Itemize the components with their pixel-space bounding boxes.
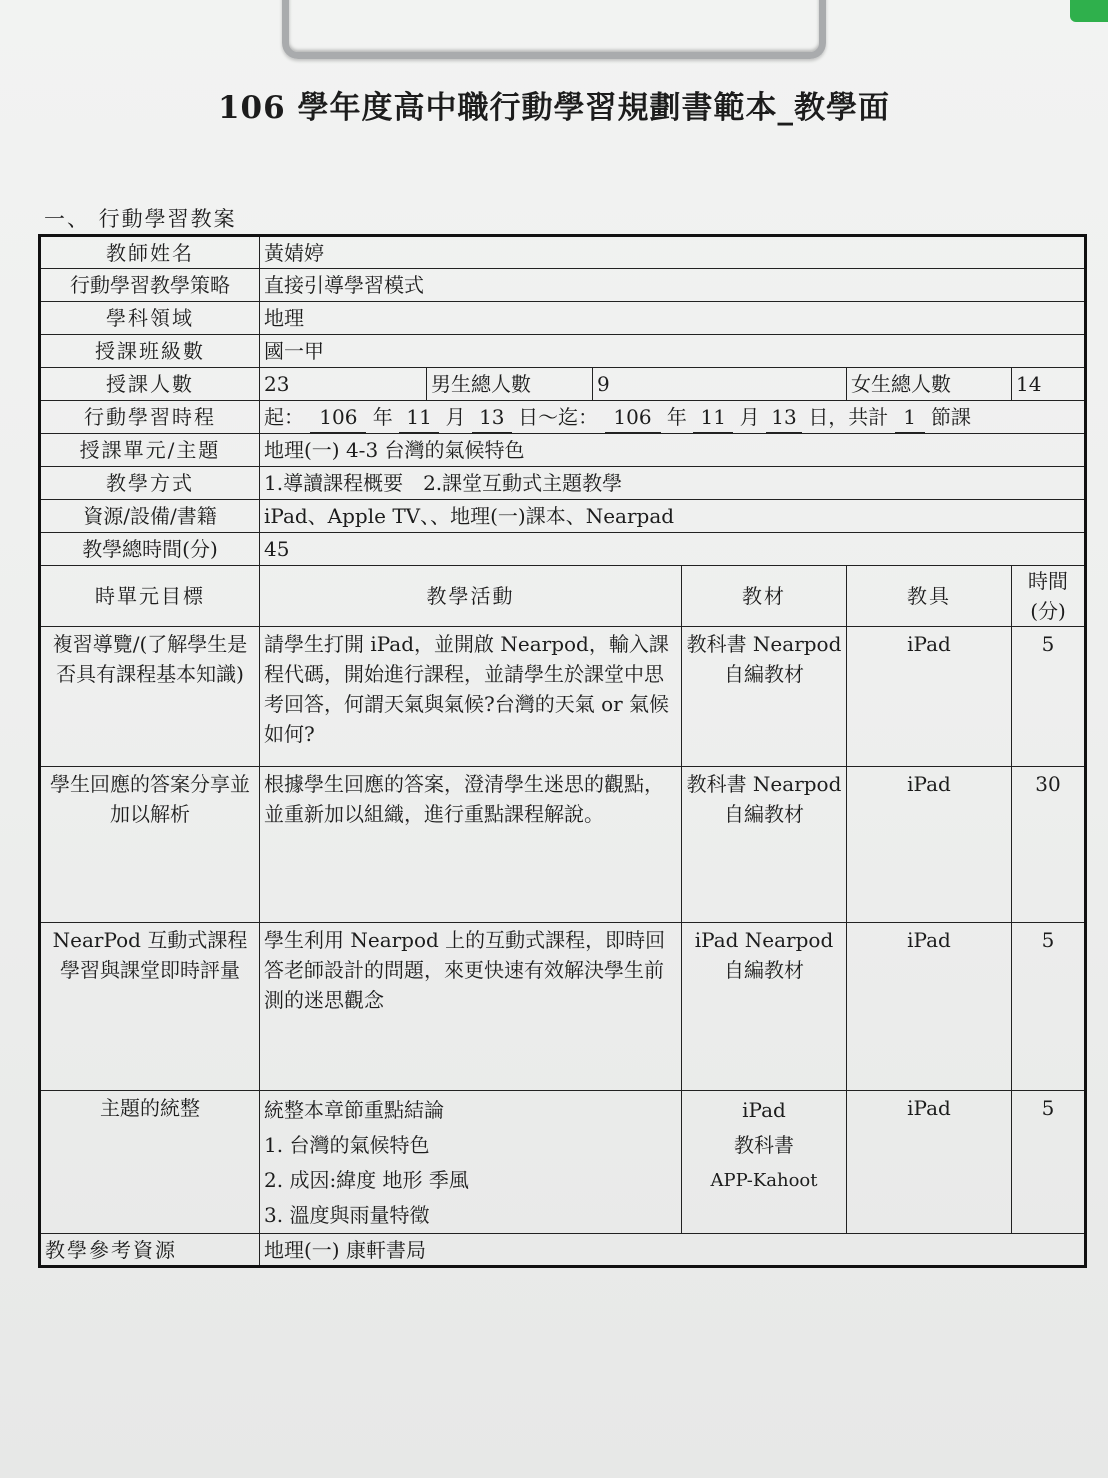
unit-label: 授課單元/主題 bbox=[40, 434, 260, 467]
schedule-start-month: 11 bbox=[399, 402, 439, 433]
row3-material: iPad Nearpod 自編教材 bbox=[682, 923, 847, 1091]
subject-value: 地理 bbox=[260, 302, 1086, 335]
schedule-start-year: 106 bbox=[310, 402, 366, 433]
row2-time: 30 bbox=[1012, 767, 1086, 923]
schedule-month-char-2: 月 bbox=[739, 404, 760, 429]
row4-activity-line: 1. 台灣的氣候特色 bbox=[264, 1133, 430, 1157]
row3-activity: 學生利用 Nearpod 上的互動式課程，即時回答老師設計的問題，來更快速有效解決學生前測的迷思觀念 bbox=[260, 923, 682, 1091]
row4-goal: 主題的統整 bbox=[40, 1091, 260, 1234]
row4-activity-line: 2. 成因:緯度 地形 季風 bbox=[264, 1168, 469, 1192]
section-title: 一、 行動學習教案 bbox=[44, 207, 237, 231]
header-material: 教材 bbox=[682, 566, 847, 627]
activity-row-2 bbox=[40, 767, 1086, 923]
activity-row-1 bbox=[40, 627, 1086, 767]
green-corner-object bbox=[1070, 0, 1108, 22]
total-time-label: 教學總時間(分) bbox=[40, 533, 260, 566]
reference-label: 教學參考資源 bbox=[40, 1234, 260, 1267]
header-tool: 教具 bbox=[847, 566, 1012, 627]
male-value: 9 bbox=[593, 368, 847, 401]
row-method bbox=[40, 467, 1086, 500]
female-value: 14 bbox=[1012, 368, 1086, 401]
row3-goal: NearPod 互動式課程學習與課堂即時評量 bbox=[40, 923, 260, 1091]
row-unit bbox=[40, 434, 1086, 467]
reference-value: 地理(一) 康軒書局 bbox=[260, 1234, 1086, 1267]
row4-material-line: iPad bbox=[742, 1098, 786, 1122]
schedule-periods: 1 bbox=[895, 402, 925, 433]
students-label: 授課人數 bbox=[40, 368, 260, 401]
class-value: 國一甲 bbox=[260, 335, 1086, 368]
method-label: 教學方式 bbox=[40, 467, 260, 500]
schedule-value bbox=[260, 401, 1086, 434]
row2-activity: 根據學生回應的答案，澄清學生迷思的觀點，並重新加以組織，進行重點課程解說。 bbox=[260, 767, 682, 923]
row3-tool: iPad bbox=[847, 923, 1012, 1091]
row4-time: 5 bbox=[1012, 1091, 1086, 1234]
female-label: 女生總人數 bbox=[847, 368, 1012, 401]
row2-tool: iPad bbox=[847, 767, 1012, 923]
resources-value: iPad、Apple TV、、地理(一)課本、Nearpad bbox=[260, 500, 1086, 533]
row2-goal: 學生回應的答案分享並加以解析 bbox=[40, 767, 260, 923]
row-class bbox=[40, 335, 1086, 368]
row4-activity-line: 3. 溫度與雨量特徵 bbox=[264, 1203, 430, 1227]
teacher-label: 教師姓名 bbox=[40, 236, 260, 269]
row-resources bbox=[40, 500, 1086, 533]
schedule-month-char: 月 bbox=[445, 404, 466, 429]
subject-label: 學科領域 bbox=[40, 302, 260, 335]
method-value: 1.導讀課程概要 2.課堂互動式主題教學 bbox=[260, 467, 1086, 500]
total-time-value: 45 bbox=[260, 533, 1086, 566]
row1-time: 5 bbox=[1012, 627, 1086, 767]
header-activity: 教學活動 bbox=[260, 566, 682, 627]
header-time: 時間(分) bbox=[1012, 566, 1086, 627]
schedule-periods-suffix: 節課 bbox=[931, 404, 972, 429]
row1-tool: iPad bbox=[847, 627, 1012, 767]
row4-material-line: 教科書 bbox=[734, 1133, 794, 1157]
schedule-day-sep: 日～迄： bbox=[518, 404, 599, 429]
row3-time: 5 bbox=[1012, 923, 1086, 1091]
row4-activity-line: 統整本章節重點結論 bbox=[264, 1098, 444, 1122]
students-value: 23 bbox=[260, 368, 427, 401]
schedule-end-day: 13 bbox=[766, 402, 802, 433]
row-schedule bbox=[40, 401, 1086, 434]
strategy-value: 直接引導學習模式 bbox=[260, 269, 1086, 302]
row-total-time bbox=[40, 533, 1086, 566]
row-subject bbox=[40, 302, 1086, 335]
row1-goal: 複習導覽/(了解學生是否具有課程基本知識) bbox=[40, 627, 260, 767]
clipboard-clip bbox=[282, 0, 826, 59]
row1-material: 教科書 Nearpod 自編教材 bbox=[682, 627, 847, 767]
schedule-start-prefix: 起： bbox=[264, 404, 304, 429]
activity-header-row bbox=[40, 566, 1086, 627]
document-title: 106 學年度高中職行動學習規劃書範本_教學面 bbox=[217, 90, 890, 126]
schedule-label: 行動學習時程 bbox=[40, 401, 260, 434]
schedule-end-year: 106 bbox=[605, 402, 661, 433]
schedule-year-char: 年 bbox=[372, 404, 393, 429]
row4-tool: iPad bbox=[847, 1091, 1012, 1234]
row-teacher bbox=[40, 236, 1086, 269]
teacher-value: 黃婧婷 bbox=[260, 236, 1086, 269]
unit-value: 地理(一) 4-3 台灣的氣候特色 bbox=[260, 434, 1086, 467]
row-students bbox=[40, 368, 1086, 401]
row4-material-line: APP-Kahoot bbox=[710, 1170, 818, 1191]
row4-material bbox=[682, 1091, 847, 1234]
row2-material: 教科書 Nearpod 自編教材 bbox=[682, 767, 847, 923]
header-goal: 時單元目標 bbox=[40, 566, 260, 627]
row-strategy bbox=[40, 269, 1086, 302]
lesson-plan-table bbox=[38, 234, 1087, 1268]
resources-label: 資源/設備/書籍 bbox=[40, 500, 260, 533]
row-reference bbox=[40, 1234, 1086, 1267]
strategy-label: 行動學習教學策略 bbox=[40, 269, 260, 302]
activity-row-4 bbox=[40, 1091, 1086, 1234]
male-label: 男生總人數 bbox=[427, 368, 593, 401]
schedule-total-prefix: 日，共計 bbox=[808, 404, 889, 429]
class-label: 授課班級數 bbox=[40, 335, 260, 368]
schedule-start-day: 13 bbox=[472, 402, 512, 433]
activity-row-3 bbox=[40, 923, 1086, 1091]
row4-activity bbox=[260, 1091, 682, 1234]
schedule-year-char-2: 年 bbox=[666, 404, 687, 429]
schedule-end-month: 11 bbox=[693, 402, 733, 433]
row1-activity: 請學生打開 iPad，並開啟 Nearpod，輸入課程代碼，開始進行課程，並請學生於課堂中思考回答，何謂天氣與氣候?台灣的天氣 or 氣候如何? bbox=[260, 627, 682, 767]
